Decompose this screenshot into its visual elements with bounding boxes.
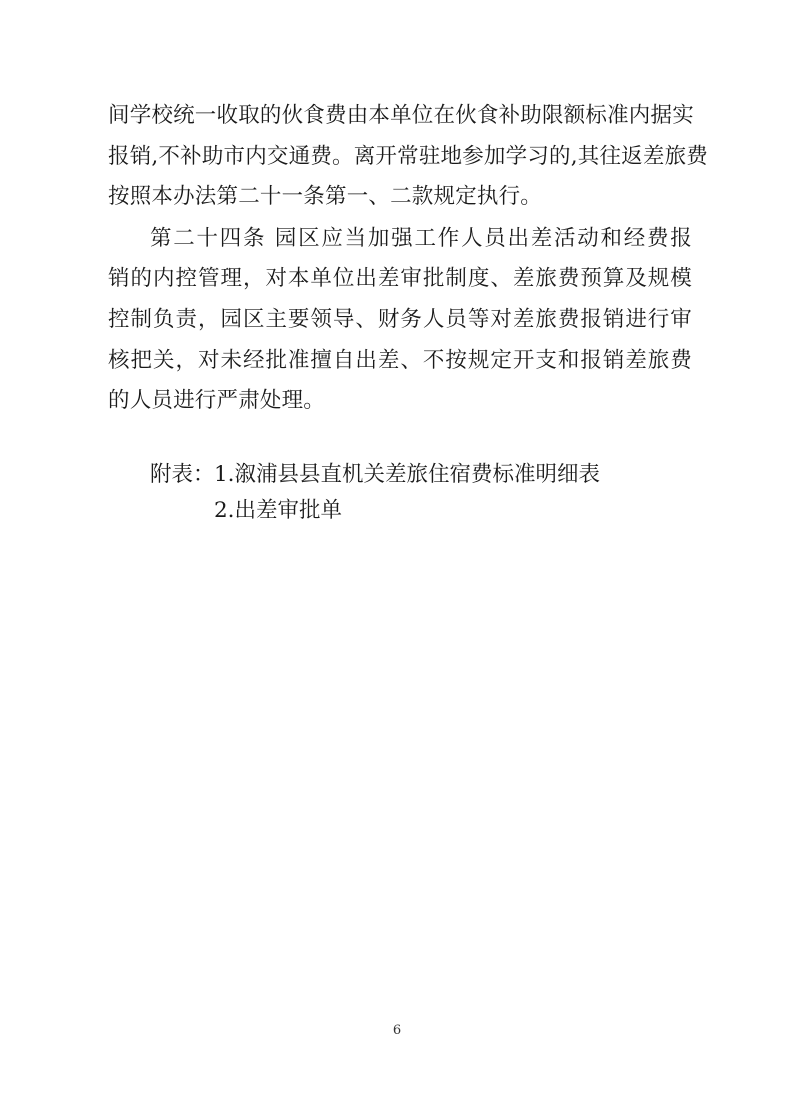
paragraph-2-line-1: 第二十四条 园区应当加强工作人员出差活动和经费报 bbox=[150, 226, 692, 251]
paragraph-1-line-1: 间学校统一收取的伙食费由本单位在伙食补助限额标准内据实 bbox=[108, 103, 694, 128]
attachment-item-2: 2.出差审批单 bbox=[214, 498, 343, 523]
paragraph-2-line-3: 控制负责，园区主要领导、财务人员等对差旅费报销进行审 bbox=[108, 307, 692, 332]
paragraph-1-line-2: 报销,不补助市内交通费。离开常驻地参加学习的,其往返差旅费 bbox=[108, 144, 708, 169]
paragraph-2-line-5: 的人员进行严肃处理。 bbox=[108, 388, 326, 413]
paragraph-2-line-2: 销的内控管理，对本单位出差审批制度、差旅费预算及规模 bbox=[108, 266, 692, 291]
paragraph-1-line-3: 按照本办法第二十一条第一、二款规定执行。 bbox=[108, 184, 543, 209]
attachment-item-1: 1.溆浦县县直机关差旅住宿费标准明细表 bbox=[214, 462, 601, 487]
attachments-label: 附表： bbox=[150, 462, 215, 487]
paragraph-2-line-4: 核把关，对未经批准擅自出差、不按规定开支和报销差旅费 bbox=[108, 348, 692, 373]
page-number: 6 bbox=[392, 1023, 402, 1038]
